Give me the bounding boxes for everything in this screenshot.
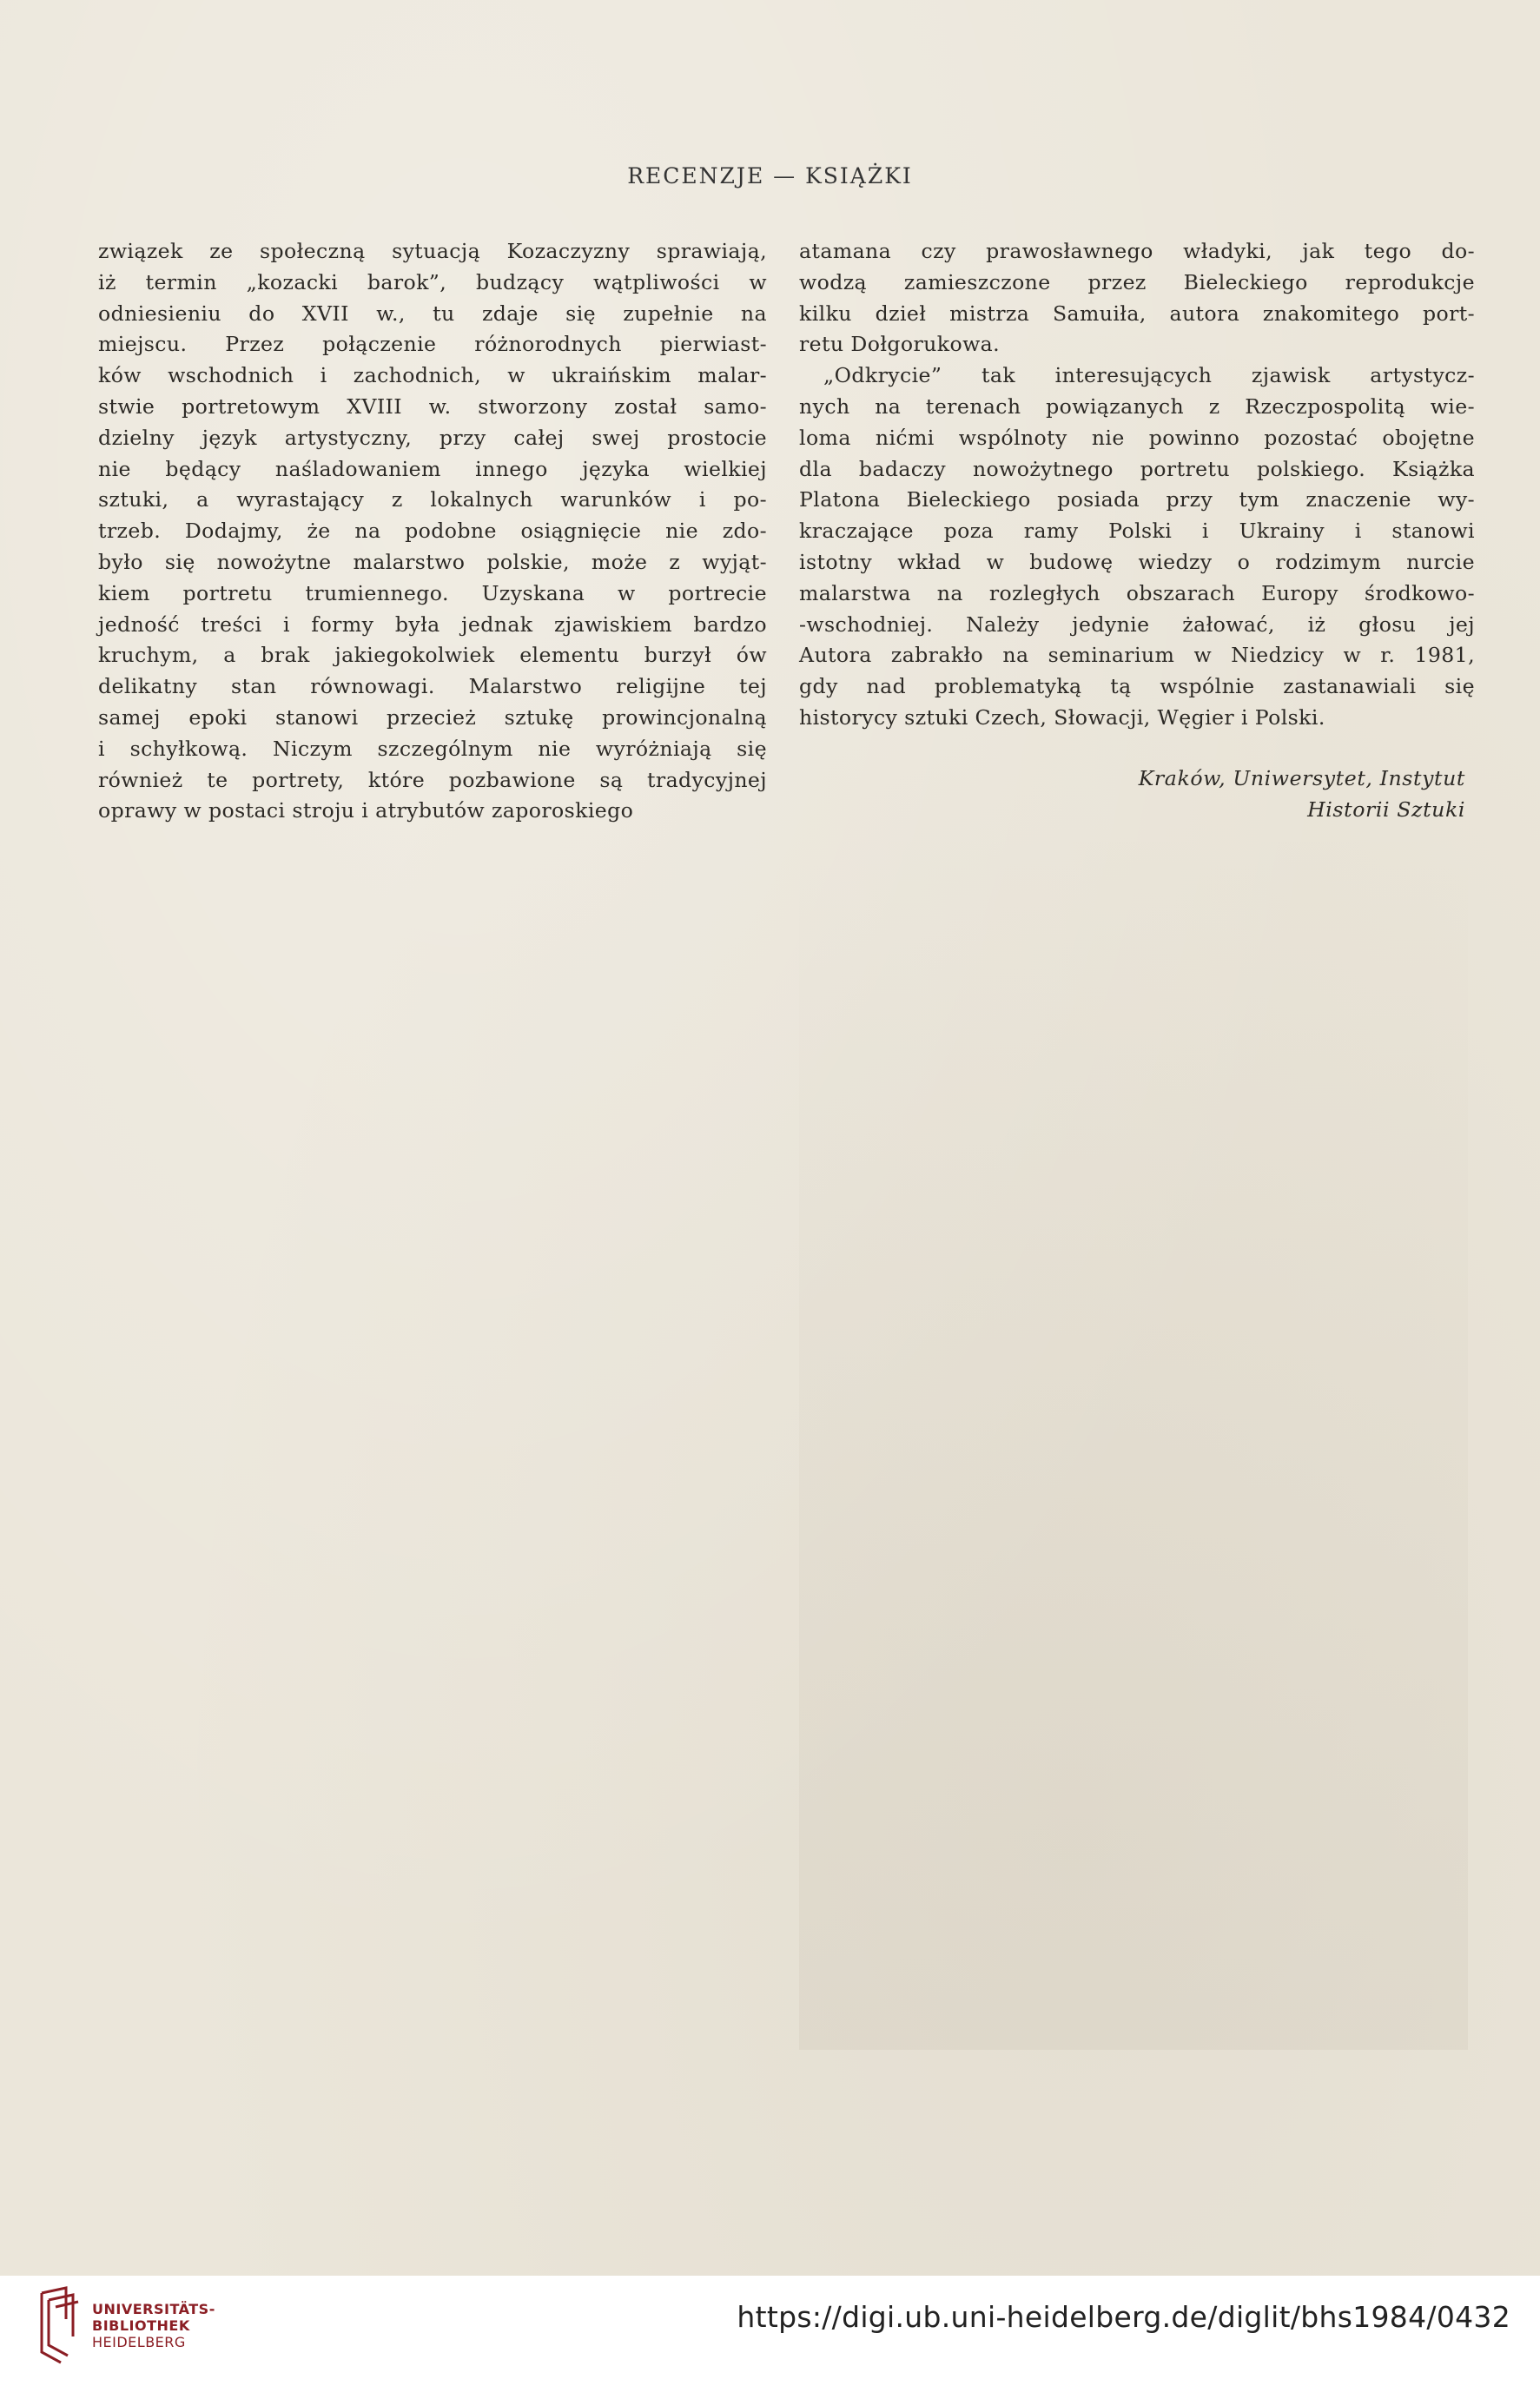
text-line: Autora zabrakło na seminarium w Niedzicy w r. 1981,: [799, 643, 1475, 668]
library-name-line: UNIVERSITÄTS-: [92, 2301, 215, 2317]
library-name-line: BIBLIOTHEK: [92, 2317, 190, 2334]
text-line: dla badaczy nowożytnego portretu polskiego. Książka: [799, 456, 1475, 481]
text-line: nie będący naśladowaniem innego języka wielkiej: [98, 456, 767, 481]
text-line: kilku dzieł mistrza Samuiła, autora znakomitego port-: [799, 301, 1475, 326]
text-line: nych na terenach powiązanych z Rzeczpospolitą wie-: [799, 393, 1475, 419]
text-line: i schyłkową. Niczym szczególnym nie wyróżniają się: [98, 736, 767, 761]
text-line: miejscu. Przez połączenie różnorodnych pierwiast-: [98, 332, 767, 357]
text-line: dzielny język artystyczny, przy całej swej prostocie: [98, 425, 767, 450]
text-line: atamana czy prawosławnego władyki, jak tego do-: [799, 239, 1475, 263]
library-logo-icon: [35, 2284, 85, 2371]
text-line: samej epoki stanowi przecież sztukę prowincjonalną: [98, 704, 767, 730]
text-line: „Odkrycie” tak interesujących zjawisk artystycz-: [823, 363, 1475, 388]
text-line: retu Dołgorukowa.: [799, 332, 1001, 357]
text-line: sztuki, a wyrastający z lokalnych warunków i po-: [98, 487, 767, 512]
running-header: RECENZJE — KSIĄŻKI: [627, 163, 913, 188]
text-line: delikatny stan równowagi. Malarstwo religijne tej: [98, 674, 767, 699]
text-line: kiem portretu trumiennego. Uzyskana w portrecie: [98, 580, 767, 605]
text-line: gdy nad problematyką tą wspólnie zastanawiali się: [799, 674, 1475, 699]
text-line: stwie portretowym XVIII w. stworzony został samo-: [98, 393, 767, 419]
text-line: -wschodniej. Należy jedynie żałować, iż głosu jej: [799, 611, 1475, 637]
text-line: loma nićmi wspólnoty nie powinno pozostać obojętne: [799, 425, 1475, 450]
text-line: kraczające poza ramy Polski i Ukrainy i stanowi: [799, 519, 1475, 544]
permalink[interactable]: https://digi.ub.uni-heidelberg.de/diglit/bhs1984/0432: [737, 2300, 1510, 2334]
text-line: malarstwa na rozległych obszarach Europy środkowo-: [799, 580, 1475, 605]
library-name: [92, 2301, 215, 2350]
affiliation-line-2: Historii Sztuki: [1307, 797, 1465, 822]
text-line: trzeb. Dodajmy, że na podobne osiągnięcie nie zdo-: [98, 519, 767, 544]
text-line: ków wschodnich i zachodnich, w ukraińskim malar-: [98, 363, 767, 388]
show-through-area: [799, 829, 1468, 2050]
text-line: wodzą zamieszczone przez Bieleckiego reprodukcje: [799, 269, 1475, 294]
text-line: oprawy w postaci stroju i atrybutów zaporoskiego: [98, 798, 634, 823]
text-line: związek ze społeczną sytuacją Kozaczyzny sprawiają,: [98, 239, 767, 263]
text-line: odniesieniu do XVII w., tu zdaje się zupełnie na: [98, 301, 767, 326]
text-line: było się nowożytne malarstwo polskie, może z wyjąt-: [98, 549, 767, 574]
text-line: jedność treści i formy była jednak zjawiskiem bardzo: [98, 611, 767, 637]
text-line: Platona Bieleckiego posiada przy tym znaczenie wy-: [799, 487, 1475, 512]
text-line: istotny wkład w budowę wiedzy o rodzimym nurcie: [799, 549, 1475, 574]
affiliation-line-1: Kraków, Uniwersytet, Instytut: [1138, 766, 1465, 790]
right-column: [799, 236, 1475, 734]
text-line: historycy sztuki Czech, Słowacji, Węgier i Polski.: [799, 704, 1325, 730]
library-name-line: HEIDELBERG: [92, 2334, 186, 2350]
text-line: kruchym, a brak jakiegokolwiek elementu burzył ów: [98, 643, 767, 668]
left-column: [98, 236, 767, 827]
text-line: iż termin „kozacki barok”, budzący wątpliwości w: [98, 269, 767, 294]
text-line: również te portrety, które pozbawione są tradycyjnej: [98, 767, 767, 792]
